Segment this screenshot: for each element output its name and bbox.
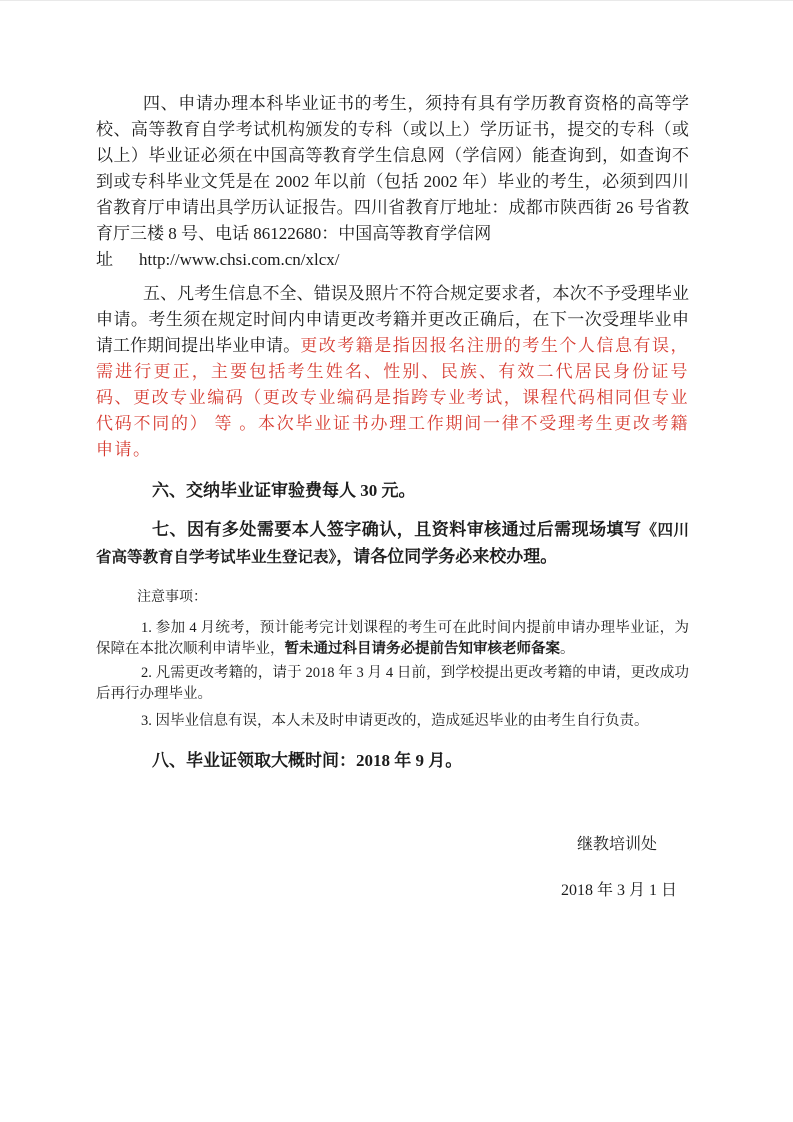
paragraph-8-pickup-time — [96, 748, 689, 774]
note-item-1 — [96, 618, 689, 660]
note-1-text: 1. 参加 4 月统考，预计能考完计划课程的考生可在此时间内提前申请办理毕业证，为保障在本批次顺利申请毕业， — [96, 620, 689, 657]
paragraph-7-signature-requirement — [96, 517, 689, 571]
paragraph-7-text-post: ，请各位同学务必来校办理。 — [336, 547, 558, 566]
document-date: 2018 年 3 月 1 日 — [560, 882, 677, 899]
chsi-url-text: http://www.chsi.com.cn/xlcx/ — [139, 250, 340, 269]
paragraph-4-text: 四、申请办理本科毕业证书的考生，须持有具有学历教育资格的高等学校、高等教育自学考试机构颁发的专科（或以上）学历证书，提交的专科（或以上）毕业证必须在中国高等教育学生信息网（学信网）能查询到，如查询不到或专科毕业文凭是在 2002 年以前（包括 2002 年）毕业的考生，必须到四川省教育厅申请出具学历认证报告。四川省教育厅地址：成都市陕西街 26 号省教育厅三楼 8 号、电话 86122680：中国高等教育学信网 — [96, 94, 689, 243]
note-2-text: 2. 凡需更改考籍的，请于 2018 年 3 月 4 日前，到学校提出更改考籍的申请，更改成功后再行办理毕业。 — [96, 665, 689, 702]
paragraph-6-fee — [96, 478, 689, 504]
paragraph-4-url-line — [96, 247, 689, 273]
address-label: 址 — [96, 250, 113, 269]
note-item-2 — [96, 663, 689, 705]
paragraph-5-red-text: 更改考籍是指因报名注册的考生个人信息有误，需进行更正，主要包括考生姓名、性别、民族、有效二代居民身份证号码、更改专业编码（更改专业编码是指跨专业考试，课程代码相同但专业代码不同的） 等 。本次毕业证书办理工作期间一律不受理考生更改考籍申请。 — [96, 336, 689, 459]
paragraph-5-black-text: 五、凡考生信息不全、错误及照片不符合规定要求者，本次不予受理毕业申请。考生须在规定时间内申请更改考籍并更改正确后，在下一次受理毕业申请工作期间提出毕业申请。 — [96, 284, 689, 355]
paragraph-7-text-pre: 七、因有多处需要本人签字确认，且资料审核通过后需现场填写 — [152, 520, 642, 539]
paragraph-4-certificate-requirements — [96, 91, 689, 247]
note-1-period: 。 — [560, 641, 575, 657]
note-1-bold-text: 暂未通过科目请务必提前告知审核老师备案 — [284, 641, 560, 657]
note-3-text: 3. 因毕业信息有误，本人未及时申请更改的，造成延迟毕业的由考生自行负责。 — [141, 713, 649, 729]
note-item-3 — [96, 711, 689, 732]
paragraph-8-text: 八、毕业证领取大概时间：2018 年 9 月。 — [152, 751, 463, 770]
document-body — [96, 91, 689, 902]
registration-form-title: 《四川省高等教育自学考试毕业生登记表》 — [96, 522, 689, 566]
paragraph-6-text: 六、交纳毕业证审验费每人 30 元。 — [152, 481, 416, 500]
paragraph-5-record-correction — [96, 281, 689, 463]
signature-department: 继教培训处 — [576, 836, 657, 853]
notes-section-title: 注意事项： — [137, 590, 207, 605]
